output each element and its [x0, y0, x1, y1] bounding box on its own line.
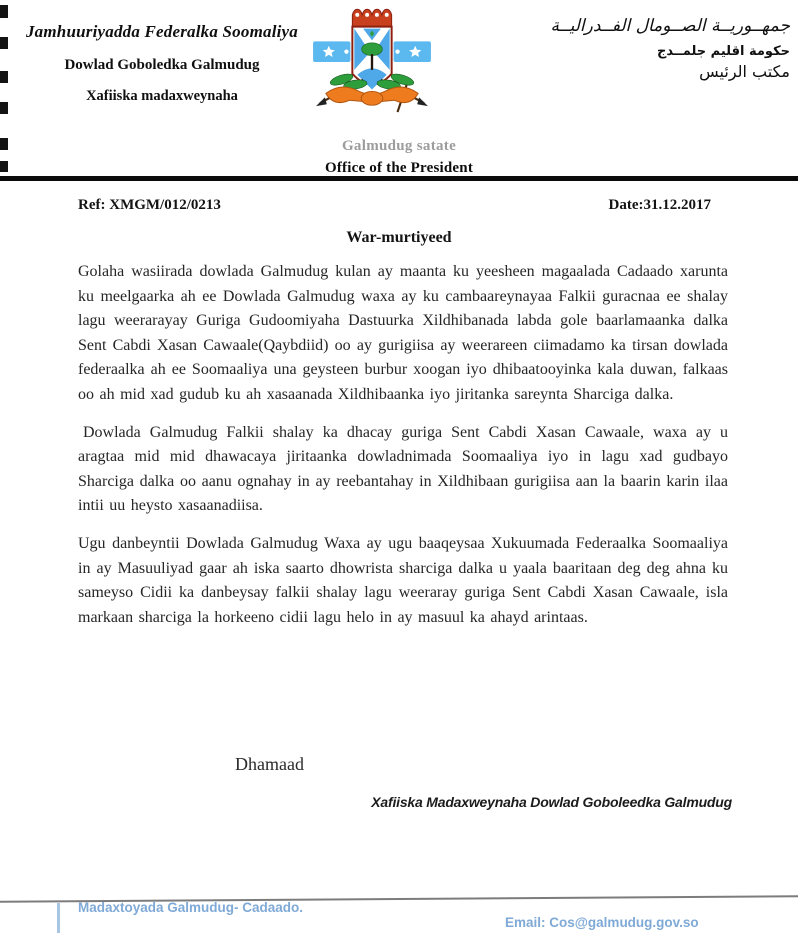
footer-accent-line	[57, 903, 60, 933]
office-label: Office of the President	[324, 160, 474, 176]
paragraph: Dowlada Galmudug Falkii shalay ka dhacay guriga Sent Cabdi Xasan Cawaale, waxa ay u aragtaa mid mid dhawacaya jiritaanka dowladnimada Soomaaliya iyo in lagu xad gudbayo Sharciga dalka oo aanu ognahay in ay reebantahay in Xildhibaan gurigiisa aan la baarin karin ilaa intii uu heysto xasaanadiisa.	[78, 423, 728, 515]
republic-name: Jamhuuriyadda Federalka Soomaliya	[25, 22, 298, 41]
scan-artifact	[0, 37, 8, 49]
document-title: War-murtiyeed	[346, 229, 452, 246]
republic-name-arabic: جمهــوريــة الصــومال الفــدراليــة	[550, 16, 790, 36]
letterhead-arabic	[470, 16, 790, 81]
state-label: Galmudug satate	[341, 138, 457, 154]
ref-number: Ref: XMGM/012/0213	[78, 197, 221, 213]
date: Date:31.12.2017	[608, 197, 711, 213]
paragraph: Ugu danbeyntii Dowlada Galmudug Waxa ay ugu baaqeysaa Xukuumada Federaalka Soomaaliya in ay Masuuliyad gaar ah iska saarto dhowrista sharciga dalka u yaala baaritaan deg deg ahna ku sameyso Cidii ka danbeysay falkii shalay lagu weeraray guriga Sent Cabdi Xasan Cawaale, isla markaan sharciga la horkeeno cidii lagu helo in ay masuul ka ahayd arintaas.	[78, 534, 728, 626]
meta-row	[78, 197, 711, 214]
scan-artifact	[0, 5, 8, 18]
footer-email: Email: Cos@galmudug.gov.so	[505, 915, 699, 930]
signature-line: Xafiiska Madaxweynaha Dowlad Goboleedka Galmudug	[371, 794, 732, 810]
state-government-name-arabic: حكومة اقليم جلمــدج	[657, 44, 790, 59]
scan-artifact	[0, 102, 8, 114]
scan-artifact	[0, 71, 8, 83]
office-name-somali: Xafiiska madaxweynaha	[86, 88, 238, 104]
galmudug-coat-of-arms-icon	[312, 5, 432, 115]
paragraph: Golaha wasiirada dowlada Galmudug kulan ay maanta ku yeesheen magaalada Cadaado xarunta ku meelgaarka ah ee Dowlada Galmudug waxa ay ku cambaareynayaa Falkii guracnaa ee shalay lagu weerarayay Guriga Gudoomiyaha Dastuurka Xildhibanada labda gole baarlamaanka dalka Sent Cabdi Xasan Cawaale(Qaybdiid) oo ay gurigiisa ay weerareen ciimadamo ka tirsan dowlada federaalka ah ee Soomaaliya una geysteen burbur xoogan iyo dhibaatooyinka kala duwan, falkaas oo ah mid xad gudub ku ah xasaanada Xildhibaanka iyo jiritanka sareynta Sharciga dalka.	[78, 263, 728, 403]
letterhead-somali	[14, 22, 310, 105]
closing-word: Dhamaad	[235, 754, 304, 774]
state-government-name: Dowlad Goboledka Galmudug	[64, 57, 260, 73]
header-divider	[0, 176, 798, 181]
letterhead-center	[0, 138, 798, 177]
footer-address: Madaxtoyada Galmudug- Cadaado.	[78, 900, 304, 915]
document-body	[78, 260, 728, 643]
office-name-arabic: مكتب الرئيس	[699, 62, 790, 81]
